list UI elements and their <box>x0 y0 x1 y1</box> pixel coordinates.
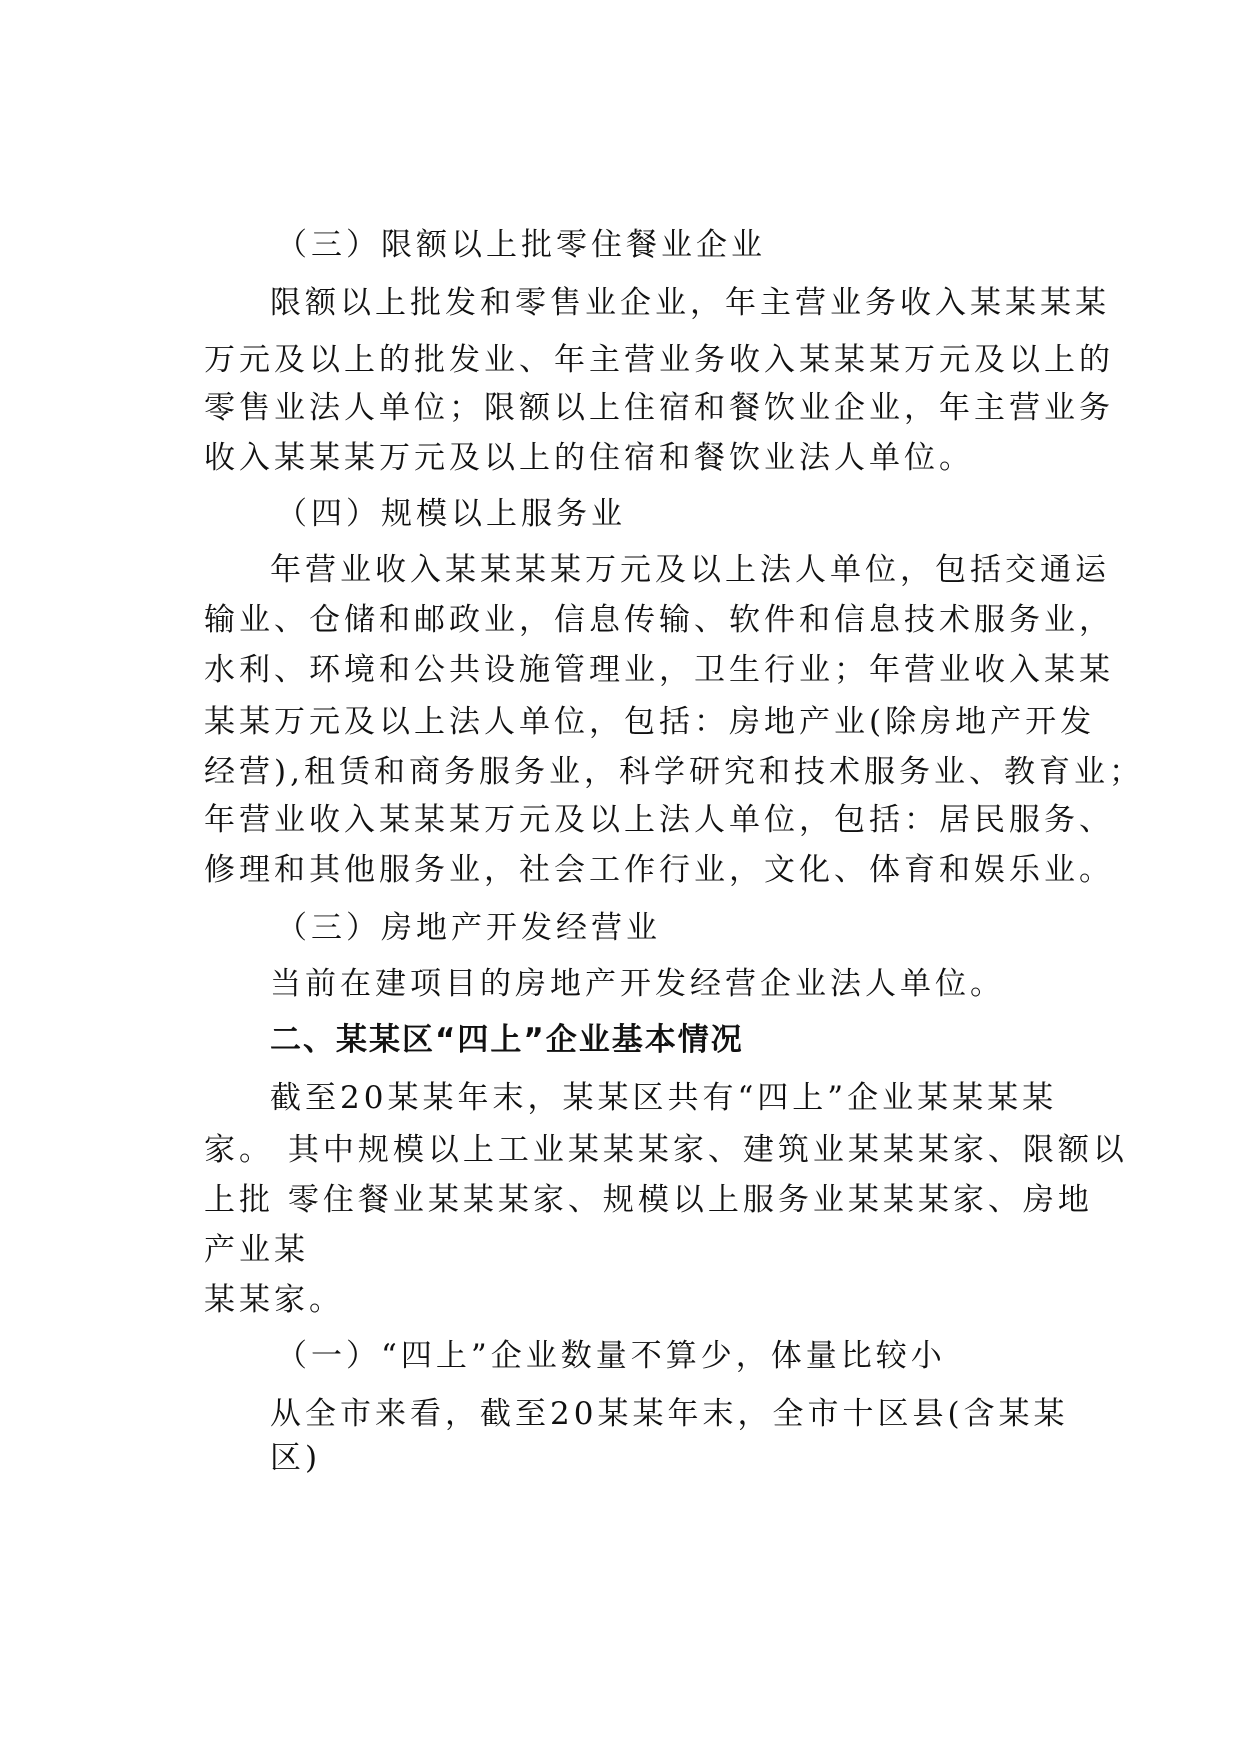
paragraph-line: 输业、仓储和邮政业，信息传输、软件和信息技术服务业， <box>204 602 1114 638</box>
paragraph-line: 限额以上批发和零售业企业，年主营业务收入某某某某 <box>270 285 1110 321</box>
paragraph-line: 从全市来看，截至20某某年末，全市十区县(含某某 <box>270 1396 1069 1432</box>
paragraph-line: 某某家。 <box>204 1282 344 1318</box>
part-heading-basic-situation: 二、某某区“四上”企业基本情况 <box>270 1022 744 1058</box>
paragraph-line: 截至20某某年末，某某区共有“四上”企业某某某某 <box>270 1080 1058 1116</box>
paragraph-line: 经营),租赁和商务服务业，科学研究和技术服务业、教育业； <box>204 754 1144 790</box>
paragraph-line: 上批 零住餐业某某某家、规模以上服务业某某某家、房地 <box>204 1182 1093 1218</box>
paragraph-line: 年营业收入某某某某万元及以上法人单位，包括交通运 <box>270 552 1110 588</box>
paragraph-line: 区) <box>270 1440 322 1476</box>
section-heading-limited-retail: （三）限额以上批零住餐业企业 <box>276 227 766 263</box>
paragraph-line: 水利、环境和公共设施管理业，卫生行业；年营业收入某某 <box>204 652 1114 688</box>
paragraph-line: 收入某某某万元及以上的住宿和餐饮业法人单位。 <box>204 440 974 476</box>
paragraph-line: 零售业法人单位；限额以上住宿和餐饮业企业，年主营业务 <box>204 390 1114 426</box>
paragraph-line: 产业某 <box>204 1232 309 1268</box>
paragraph-line: 万元及以上的批发业、年主营业务收入某某某万元及以上的 <box>204 342 1114 378</box>
paragraph-line: 修理和其他服务业，社会工作行业，文化、体育和娱乐业。 <box>204 852 1114 888</box>
subsection-heading-quantity: （一）“四上”企业数量不算少，体量比较小 <box>276 1338 946 1374</box>
paragraph-line: 年营业收入某某某万元及以上法人单位，包括：居民服务、 <box>204 802 1114 838</box>
section-heading-real-estate: （三）房地产开发经营业 <box>276 910 661 946</box>
paragraph-line: 当前在建项目的房地产开发经营企业法人单位。 <box>270 966 1005 1002</box>
paragraph-line: 某某万元及以上法人单位，包括：房地产业(除房地产开发 <box>204 704 1096 740</box>
paragraph-line: 家。 其中规模以上工业某某某家、建筑业某某某家、限额以 <box>204 1132 1128 1168</box>
section-heading-services: （四）规模以上服务业 <box>276 496 626 532</box>
